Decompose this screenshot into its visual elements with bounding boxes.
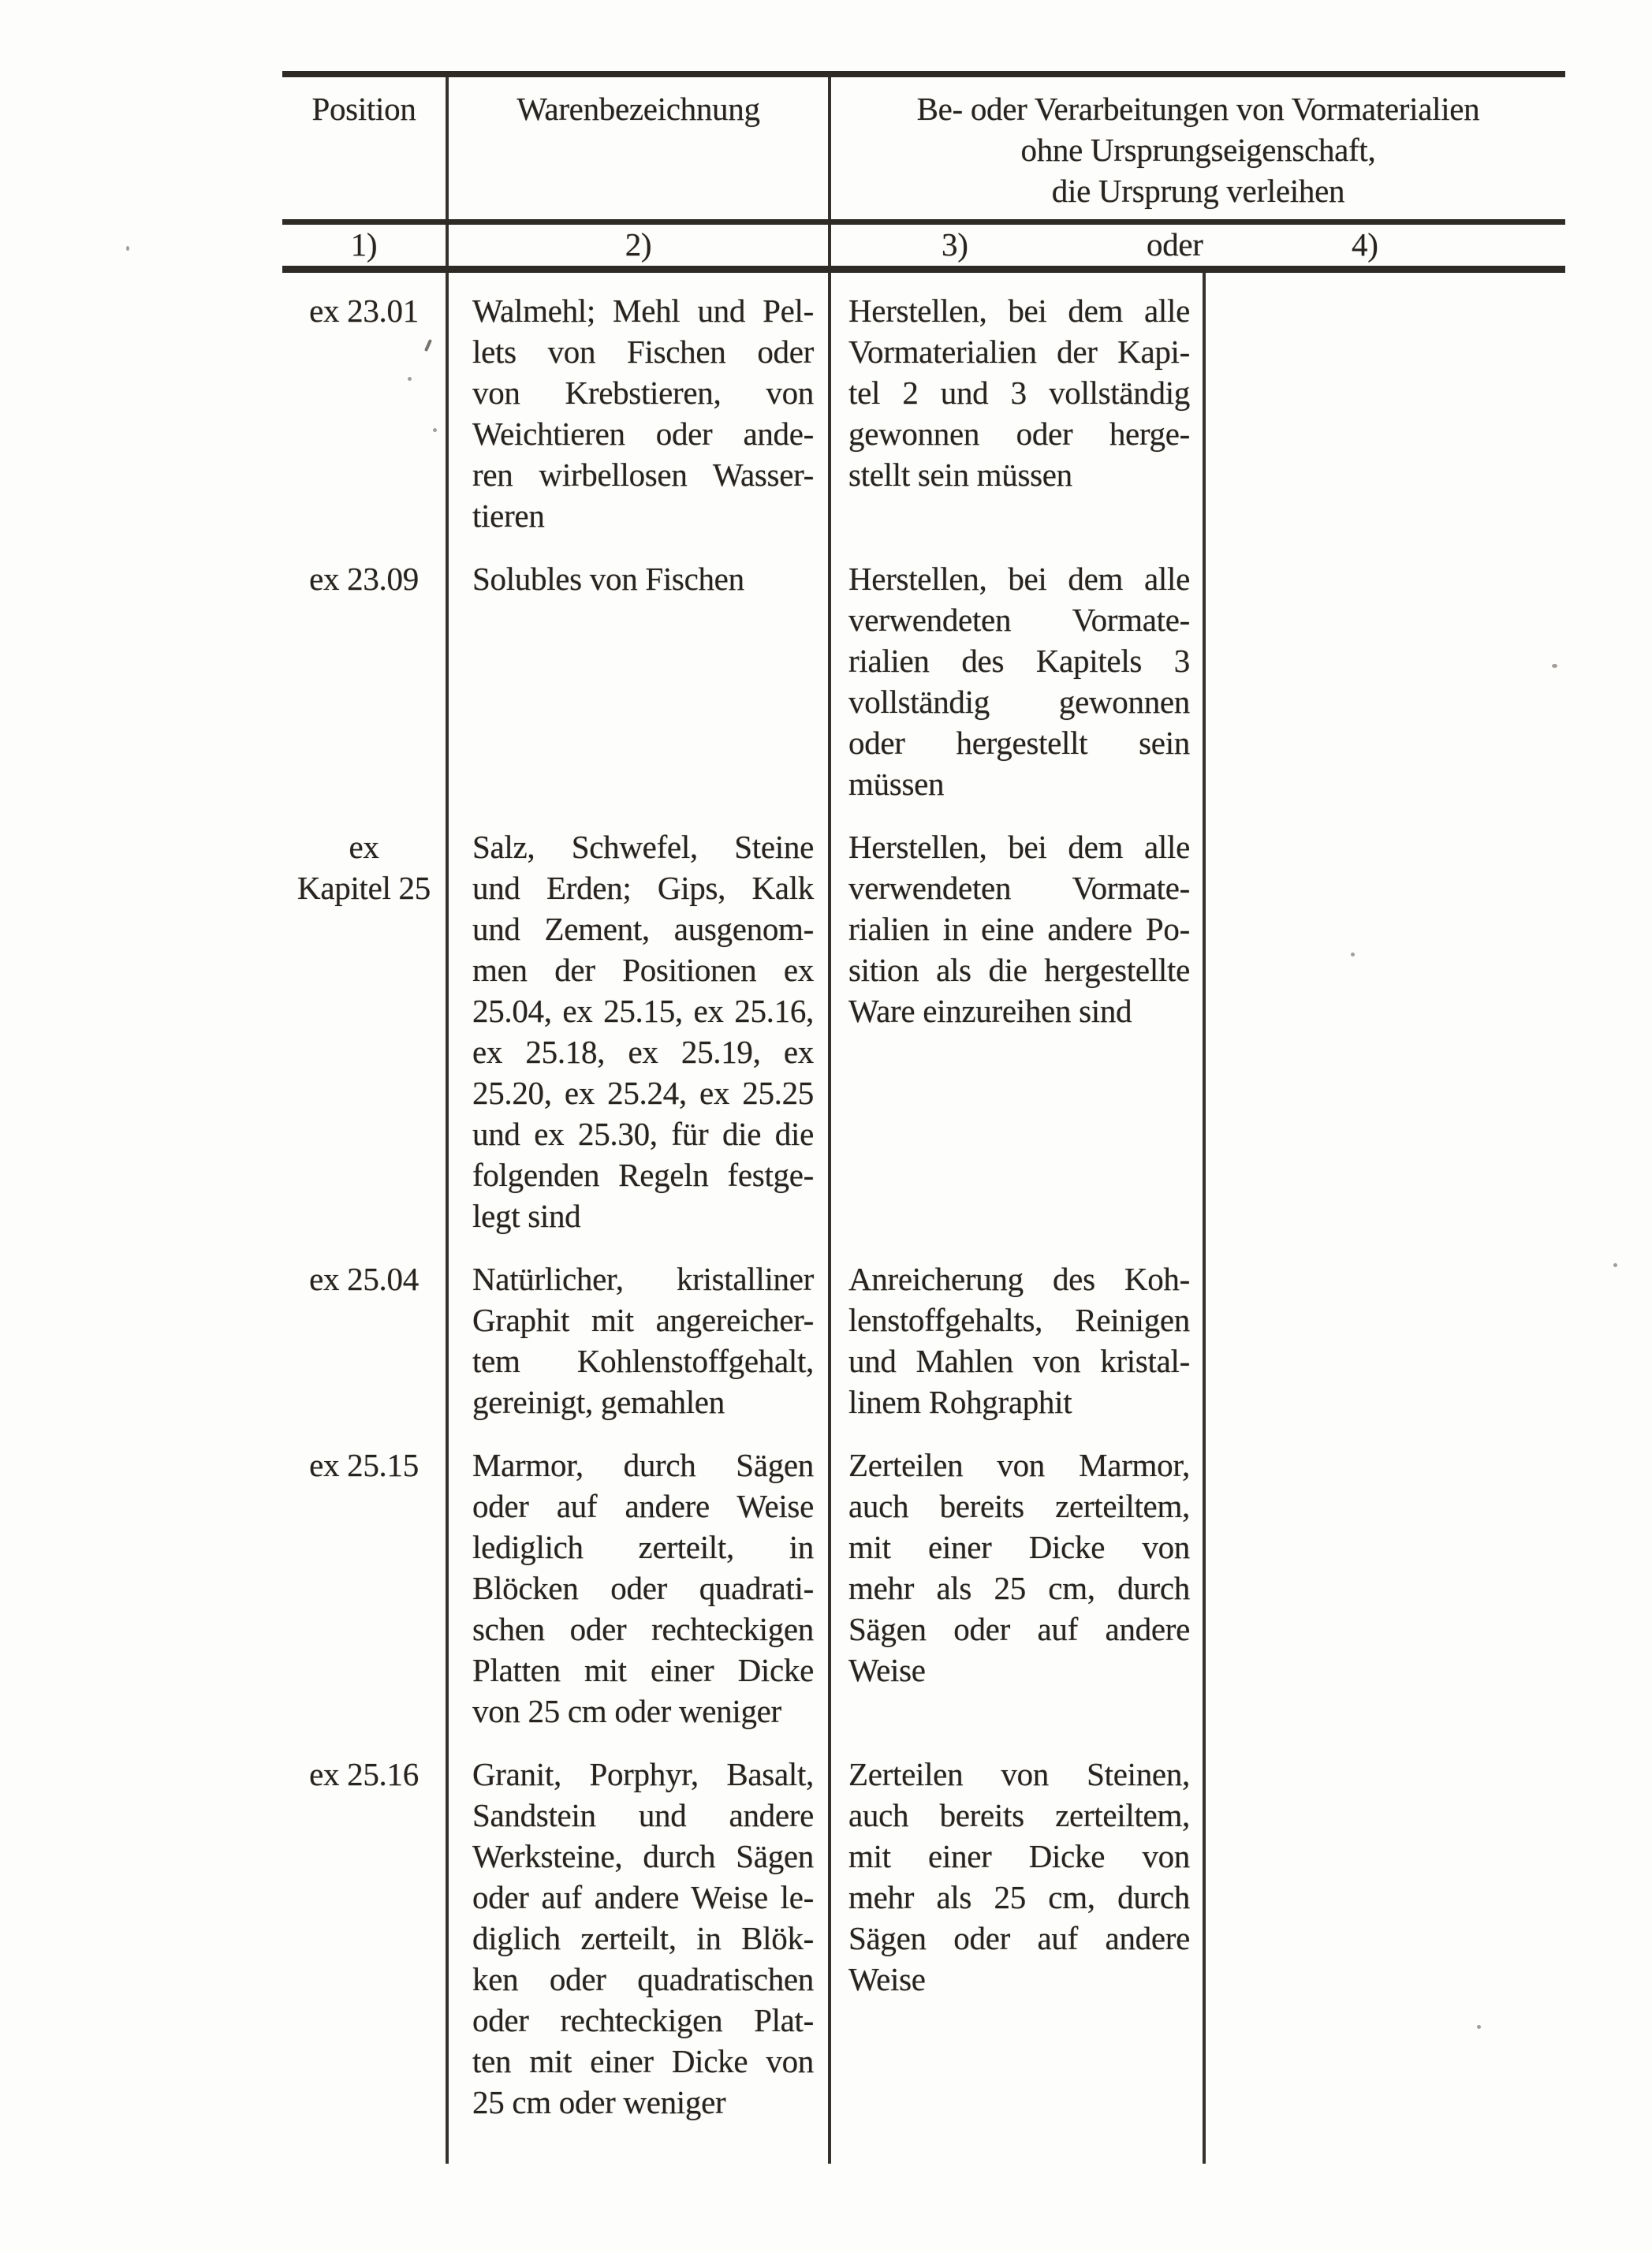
processing-cell: Herstellen, bei dem alle verwendeten Vormate- rialien in eine andere Po- sition als die hergestellte Ware einzureihen sind	[828, 826, 1203, 1258]
empty-col4-cell	[1203, 826, 1565, 1258]
description-cell: Natürlicher, kristalliner Graphit mit angereicher- tem Kohlenstoffgehalt, gereinigt, gemahlen	[446, 1258, 828, 1445]
header-divider-rule	[282, 219, 1565, 225]
header-bottom-rule	[282, 266, 1565, 273]
scan-speckle	[1351, 953, 1355, 956]
scan-speckle	[408, 377, 412, 381]
description-cell: Salz, Schwefel, Steine und Erden; Gips, Kalk und Zement, ausgenom- men der Positionen ex 25.04, ex 25.15, ex 25.16, ex 25.18, ex 25.19, ex 25.20, ex 25.24, ex 25.25 und ex 25.30, für die die folgenden Regeln festge- legt sind	[446, 826, 828, 1258]
position-cell: ex 25.04	[309, 1261, 419, 1297]
scan-speckle	[1477, 2025, 1481, 2029]
empty-col4-cell	[1203, 1445, 1565, 1754]
column-rule-extension	[1203, 2145, 1565, 2164]
empty-col4-cell	[1203, 273, 1565, 558]
empty-col4-cell	[1203, 558, 1565, 826]
column-number-3: 3)	[942, 226, 968, 263]
description-cell: Marmor, durch Sägen oder auf andere Weise lediglich zerteilt, in Blöcken oder quadrati- schen oder rechteckigen Platten mit einer Dicke von 25 cm oder weniger	[446, 1445, 828, 1754]
processing-cell: Herstellen, bei dem alle verwendeten Vormate- rialien des Kapitels 3 vollständig gewonnen oder hergestellt sein müssen	[828, 558, 1203, 826]
column-number-4: 4)	[1352, 226, 1378, 263]
description-cell: Solubles von Fischen	[446, 558, 828, 826]
column-number-1: 1)	[350, 226, 378, 263]
column-number-2: 2)	[446, 225, 828, 266]
column-rule-extension	[282, 2145, 446, 2164]
scan-speckle	[126, 246, 129, 251]
header-be-oder-verarbeitungen: Be- oder Verarbeitungen von Vormaterialien ohne Ursprungseigenschaft, die Ursprung verleihen	[828, 77, 1565, 219]
position-cell: ex Kapitel 25	[297, 829, 431, 906]
position-cell: ex 23.01	[309, 293, 419, 329]
header-position: Position	[311, 91, 416, 127]
empty-col4-cell	[1203, 1258, 1565, 1445]
column-oder-label: oder	[1147, 226, 1203, 263]
position-cell: ex 25.16	[309, 1756, 419, 1792]
column-rule-extension	[446, 2145, 828, 2164]
scan-speckle	[1552, 664, 1557, 668]
origin-rules-table	[282, 71, 1565, 2164]
column-numbers-3-4	[828, 225, 1565, 266]
processing-cell: Anreicherung des Koh- lenstoffgehalts, Reinigen und Mahlen von kristal- linem Rohgraphit	[828, 1258, 1203, 1445]
description-cell: Walmehl; Mehl und Pel- lets von Fischen oder von Krebstieren, von Weichtieren oder ande- ren wirbellosen Wasser- tieren	[446, 273, 828, 558]
position-cell: ex 23.09	[309, 561, 419, 597]
empty-col4-cell	[1203, 1754, 1565, 2145]
position-cell: ex 25.15	[309, 1447, 419, 1483]
header-warenbezeichnung: Warenbezeichnung	[446, 77, 828, 219]
scan-speckle	[1613, 1263, 1617, 1267]
processing-cell: Herstellen, bei dem alle Vormaterialien der Kapi- tel 2 und 3 vollständig gewonnen oder herge- stellt sein müssen	[828, 273, 1203, 558]
scan-speckle	[433, 428, 437, 432]
column-rule-extension	[828, 2145, 1203, 2164]
description-cell: Granit, Porphyr, Basalt, Sandstein und andere Werksteine, durch Sägen oder auf andere Weise le- diglich zerteilt, in Blök- ken oder quadratischen oder rechteckigen Plat- ten mit einer Dicke von 25 cm oder weniger	[446, 1754, 828, 2145]
processing-cell: Zerteilen von Steinen, auch bereits zerteiltem, mit einer Dicke von mehr als 25 cm, durch Sägen oder auf andere Weise	[828, 1754, 1203, 2145]
processing-cell: Zerteilen von Marmor, auch bereits zerteiltem, mit einer Dicke von mehr als 25 cm, durch Sägen oder auf andere Weise	[828, 1445, 1203, 1754]
